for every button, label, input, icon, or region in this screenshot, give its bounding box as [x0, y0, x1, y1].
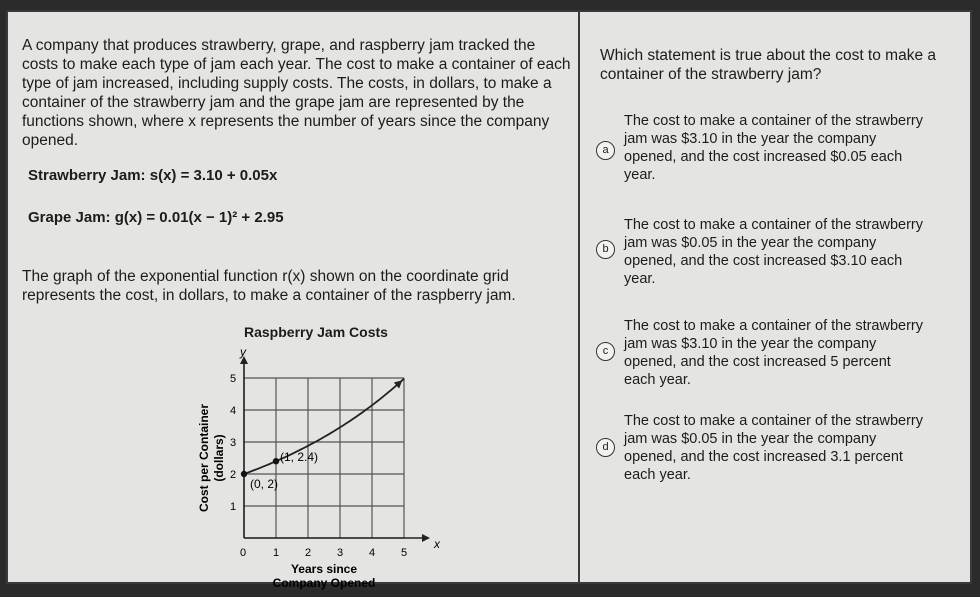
- y-tick-label: 1: [230, 501, 237, 513]
- grape-formula: g(x) = 0.01(x − 1)² + 2.95: [114, 209, 284, 226]
- y-axis-label-line2: (dollars): [212, 434, 226, 482]
- question-prompt: Which statement is true about the cost to make a container of the strawberry jam?: [600, 47, 936, 83]
- chart-title: Raspberry Jam Costs: [244, 324, 388, 340]
- option-c-badge[interactable]: c: [596, 342, 615, 361]
- data-point-label: (0, 2): [250, 477, 279, 491]
- x-tick-label: 3: [337, 547, 344, 559]
- raspberry-chart: [194, 340, 440, 590]
- data-point: [273, 458, 279, 464]
- strawberry-formula: s(x) = 3.10 + 0.05x: [149, 167, 278, 184]
- x-axis-label-line1: Years since: [290, 562, 358, 576]
- question-panel: [580, 12, 970, 582]
- strawberry-function: [28, 167, 277, 184]
- data-point-label: (1, 2.4): [280, 450, 319, 465]
- grape-function: [28, 209, 284, 226]
- y-tick-label: 3: [230, 437, 237, 449]
- y-tick-label: 2: [230, 469, 237, 481]
- x-tick-label: 4: [369, 547, 376, 559]
- problem-intro: A company that produces strawberry, grape, and raspberry jam tracked the costs to make each type of jam each year. The cost to make a container of each type of jam increased, including supply costs. The costs, in dollars, to make a container of the strawberry jam and the grape jam are represented by the functions shown, where x represents the number of years since the company opened.: [22, 37, 571, 149]
- strawberry-label: Strawberry Jam:: [28, 167, 146, 184]
- x-tick-label: 1: [273, 547, 280, 559]
- y-axis-label-line1: Cost per Container: [197, 403, 211, 513]
- y-axis-symbol: y: [240, 345, 246, 359]
- worksheet: [6, 10, 972, 590]
- grape-label: Grape Jam:: [28, 209, 111, 226]
- raspberry-curve: [244, 379, 404, 474]
- data-point: [241, 471, 247, 477]
- option-a-text[interactable]: The cost to make a container of the strawberry jam was $3.10 in the year the company opened, and the cost increased $0.05 each year.: [624, 113, 923, 183]
- option-b-badge[interactable]: b: [596, 240, 615, 259]
- x-tick-label: 2: [305, 547, 312, 559]
- y-tick-label: 5: [230, 373, 237, 385]
- problem-panel: [8, 12, 580, 590]
- x-tick-label: 5: [401, 547, 408, 559]
- option-a-badge[interactable]: a: [596, 141, 615, 160]
- option-d-badge[interactable]: d: [596, 438, 615, 457]
- x-tick-label: 0: [240, 547, 247, 559]
- option-d-text[interactable]: The cost to make a container of the strawberry jam was $0.05 in the year the company opened, and the cost increased 3.1 percent each year.: [624, 413, 923, 483]
- x-axis-symbol: x: [434, 537, 440, 551]
- x-axis-label-line2: Company Opened: [272, 576, 376, 590]
- option-c-text[interactable]: The cost to make a container of the strawberry jam was $3.10 in the year the company opened, and the cost increased 5 percent each year.: [624, 318, 923, 388]
- graph-intro: The graph of the exponential function r(x) shown on the coordinate grid represents the cost, in dollars, to make a container of the raspberry jam.: [22, 268, 516, 304]
- x-axis-arrow: [422, 534, 430, 542]
- option-b-text[interactable]: The cost to make a container of the strawberry jam was $0.05 in the year the company opened, and the cost increased $3.10 each year.: [624, 217, 923, 287]
- y-tick-label: 4: [230, 405, 237, 417]
